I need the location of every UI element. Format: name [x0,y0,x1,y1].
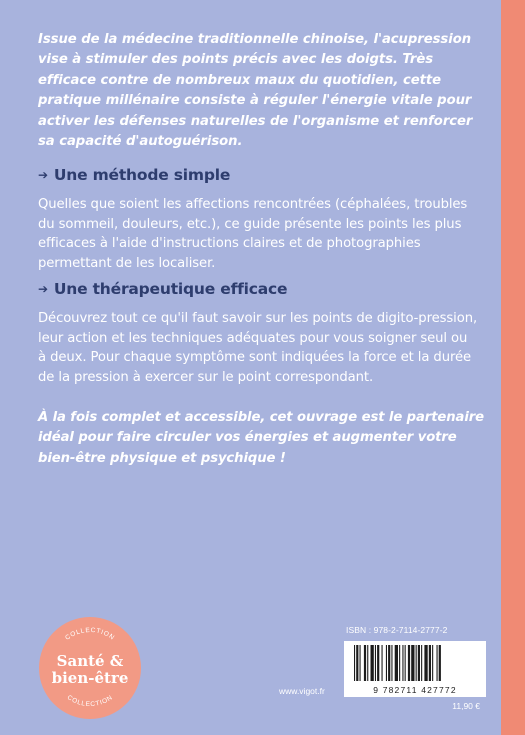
badge-title-line1: Santé & [56,652,124,670]
barcode-bar [395,645,398,681]
barcode-bar [356,645,358,681]
barcode-bar [388,645,390,681]
barcode-bar [421,645,422,681]
barcode-bar [360,645,361,681]
collection-badge [38,616,142,720]
intro-text: Issue de la médecine traditionnelle chinoise, l'acupression vise à stimuler des points précis avec les doigts. Très efficace contre de nombreux maux du quotidien, cette pratique millénaire consiste à réguler l'énergie vitale pour activer les défenses naturelles de l'organisme et renforcer sa capacité d'autoguérison. [38,32,473,150]
section-title-therapeutique [38,279,287,300]
spine-strip [501,0,525,735]
barcode-digits: 9 782711 427772 [373,685,457,695]
section-body-methode: Quelles que soient les affections rencontrées (céphalées, troubles du sommeil, douleurs, etc.), ce guide présente les points les plus efficaces à l'aide d'instructions claires et de photographies permettant de les localiser. [38,197,468,271]
section-body-therapeutique: Découvrez tout ce qu'il faut savoir sur les points de digito-pression, leur action et les techniques adéquates pour vous soigner seul ou à deux. Pour chaque symptôme sont indiquées la force et la durée de la pression à exercer sur le point correspondant. [38,311,478,385]
barcode-bar [432,645,433,681]
barcode-bar [375,645,376,681]
barcode-bar [402,645,403,681]
isbn-text: ISBN : 978-2-7114-2777-2 [346,625,448,635]
barcode-bar [439,645,441,681]
barcode-bar [354,645,355,681]
barcode-bar [386,645,387,681]
barcode-area [344,625,486,711]
barcode-bar [418,645,420,681]
barcode-bar [411,645,414,681]
arrow-right-icon: ➔ [38,282,48,296]
section-title-text: Une méthode simple [53,166,231,184]
section-title-methode [38,165,230,186]
barcode-bars [344,645,486,689]
section-title-text: Une thérapeutique efficace [53,280,288,298]
barcode-bar [371,645,374,681]
barcode-bar [391,645,392,681]
barcode-bar [382,645,383,681]
closing-text: À la fois complet et accessible, cet ouvrage est le partenaire idéal pour faire circuler vos énergies et augmenter votre bien-être physique et psychique ! [38,410,484,466]
barcode-bar [399,645,400,681]
barcode [344,641,486,697]
price: 11,90 € [452,701,480,711]
barcode-bar [429,645,431,681]
barcode-bar [416,645,417,681]
badge-title-line2: bien-être [51,669,129,687]
barcode-bar [367,645,368,681]
barcode-bar [424,645,427,681]
barcode-bar [437,645,438,681]
barcode-bar [408,645,410,681]
barcode-bar [364,645,366,681]
barcode-bar [377,645,379,681]
badge-top-label: COLLECTION [64,626,116,642]
publisher-website: www.vigot.fr [279,686,325,696]
collection-badge-graphic [38,616,142,720]
arrow-right-icon: ➔ [38,168,48,182]
barcode-bar [405,645,406,681]
badge-bottom-label: COLLECTION [65,694,115,709]
